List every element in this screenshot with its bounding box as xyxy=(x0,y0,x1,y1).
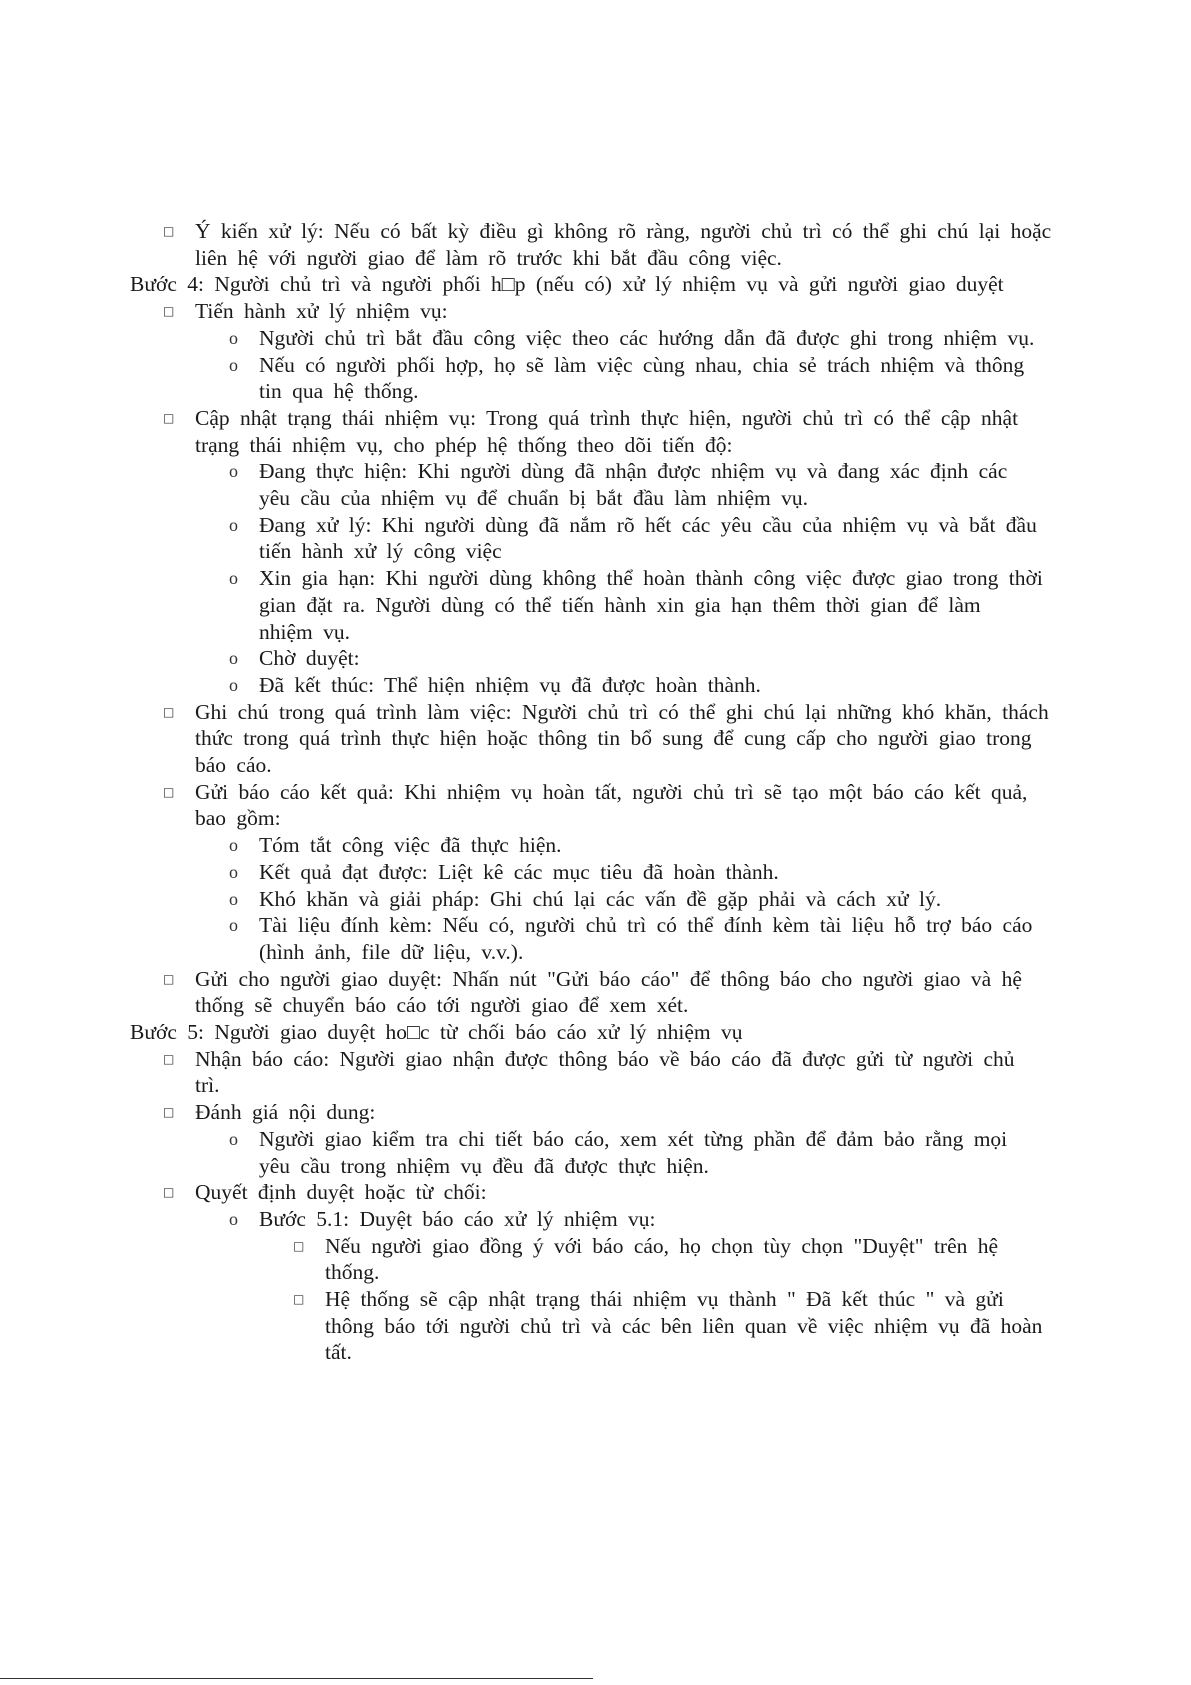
list-item-text: Tài liệu đính kèm: Nếu có, người chủ trì có thể đính kèm tài liệu hỗ trợ báo cáo xyxy=(259,913,1033,937)
bullet-circle-icon: o xyxy=(229,889,238,909)
bullet-square-icon: □ xyxy=(293,1292,305,1306)
list-item-text: Ý kiến xử lý: Nếu có bất kỳ điều gì không rõ ràng, người chủ trì có thể ghi chú lại hoặc xyxy=(195,219,1052,243)
bullet-circle-icon: o xyxy=(229,1209,238,1229)
bullet-square-icon: □ xyxy=(163,1105,175,1119)
list-item-text: Cập nhật trạng thái nhiệm vụ: Trong quá trình thực hiện, người chủ trì có thể cập nhật xyxy=(195,406,1019,430)
list-item-text: Kết quả đạt được: Liệt kê các mục tiêu đã hoàn thành. xyxy=(259,860,779,884)
paragraph-continuation: báo cáo. xyxy=(195,753,272,777)
paragraph-continuation: thức trong quá trình thực hiện hoặc thông tin bổ sung để cung cấp cho người giao trong xyxy=(195,726,1032,750)
bullet-circle-icon: o xyxy=(229,1129,238,1149)
bullet-circle-icon: o xyxy=(229,461,238,481)
bullet-circle-icon: o xyxy=(229,568,238,588)
list-item-text: Đánh giá nội dung: xyxy=(195,1100,376,1124)
paragraph-continuation: tin qua hệ thống. xyxy=(259,379,419,403)
bullet-circle-icon: o xyxy=(229,328,238,348)
bullet-square-icon: □ xyxy=(163,1185,175,1199)
list-item-text: Gửi báo cáo kết quả: Khi nhiệm vụ hoàn tất, người chủ trì sẽ tạo một báo cáo kết quả, xyxy=(195,780,1028,804)
bullet-circle-icon: o xyxy=(229,355,238,375)
list-item-text: Xin gia hạn: Khi người dùng không thể hoàn thành công việc được giao trong thời xyxy=(259,566,1043,590)
list-item-text: Đang xử lý: Khi người dùng đã nắm rõ hết các yêu cầu của nhiệm vụ và bắt đầu xyxy=(259,513,1037,537)
list-item-text: Tiến hành xử lý nhiệm vụ: xyxy=(195,299,448,323)
footnote-separator xyxy=(0,1678,593,1679)
list-item-text: Ghi chú trong quá trình làm việc: Người chủ trì có thể ghi chú lại những khó khăn, thách xyxy=(195,700,1049,724)
paragraph-continuation: tất. xyxy=(325,1340,352,1364)
paragraph-continuation: (hình ảnh, file dữ liệu, v.v.). xyxy=(259,940,524,964)
list-item-text: Nhận báo cáo: Người giao nhận được thông báo về báo cáo đã được gửi từ người chủ xyxy=(195,1047,1015,1071)
bullet-circle-icon: o xyxy=(229,862,238,882)
bullet-square-icon: □ xyxy=(163,785,175,799)
paragraph-continuation: trạng thái nhiệm vụ, cho phép hệ thống theo dõi tiến độ: xyxy=(195,433,733,457)
paragraph-continuation: trì. xyxy=(195,1073,220,1097)
bullet-circle-icon: o xyxy=(229,675,238,695)
list-item-text: Khó khăn và giải pháp: Ghi chú lại các vấn đề gặp phải và cách xử lý. xyxy=(259,887,942,911)
bullet-square-icon: □ xyxy=(163,411,175,425)
list-item-text: Đang thực hiện: Khi người dùng đã nhận được nhiệm vụ và đang xác định các xyxy=(259,459,1008,483)
list-item-text: Nếu người giao đồng ý với báo cáo, họ chọn tùy chọn "Duyệt" trên hệ xyxy=(325,1234,999,1258)
paragraph-continuation: tiến hành xử lý công việc xyxy=(259,539,502,563)
list-item-text: Chờ duyệt: xyxy=(259,646,360,670)
paragraph-continuation: gian đặt ra. Người dùng có thể tiến hành xin gia hạn thêm thời gian để làm xyxy=(259,593,981,617)
step-heading: Bước 5: Người giao duyệt ho□c từ chối báo cáo xử lý nhiệm vụ xyxy=(130,1020,743,1044)
bullet-circle-icon: o xyxy=(229,648,238,668)
bullet-square-icon: □ xyxy=(163,1052,175,1066)
bullet-square-icon: □ xyxy=(163,224,175,238)
list-item-text: Nếu có người phối hợp, họ sẽ làm việc cùng nhau, chia sẻ trách nhiệm và thông xyxy=(259,353,1025,377)
bullet-square-icon: □ xyxy=(293,1239,305,1253)
list-item-text: Đã kết thúc: Thể hiện nhiệm vụ đã được hoàn thành. xyxy=(259,673,761,697)
list-item-text: Bước 5.1: Duyệt báo cáo xử lý nhiệm vụ: xyxy=(259,1207,656,1231)
paragraph-continuation: yêu cầu của nhiệm vụ để chuẩn bị bắt đầu làm nhiệm vụ. xyxy=(259,486,808,510)
paragraph-continuation: yêu cầu trong nhiệm vụ đều đã được thực hiện. xyxy=(259,1154,709,1178)
bullet-square-icon: □ xyxy=(163,705,175,719)
list-item-text: Gửi cho người giao duyệt: Nhấn nút "Gửi báo cáo" để thông báo cho người giao và hệ xyxy=(195,967,1022,991)
bullet-square-icon: □ xyxy=(163,972,175,986)
bullet-circle-icon: o xyxy=(229,835,238,855)
list-item-text: Người chủ trì bắt đầu công việc theo các hướng dẫn đã được ghi trong nhiệm vụ. xyxy=(259,326,1035,350)
bullet-square-icon: □ xyxy=(163,304,175,318)
list-item-text: Người giao kiểm tra chi tiết báo cáo, xem xét từng phần để đảm bảo rằng mọi xyxy=(259,1127,1008,1151)
step-heading: Bước 4: Người chủ trì và người phối h□p (nếu có) xử lý nhiệm vụ và gửi người giao duyệt xyxy=(130,272,1004,296)
list-item-text: Quyết định duyệt hoặc từ chối: xyxy=(195,1180,487,1204)
list-item-text: Tóm tắt công việc đã thực hiện. xyxy=(259,833,562,857)
paragraph-continuation: thống. xyxy=(325,1260,380,1284)
paragraph-continuation: thống sẽ chuyển báo cáo tới người giao để xem xét. xyxy=(195,993,689,1017)
list-item-text: Hệ thống sẽ cập nhật trạng thái nhiệm vụ thành " Đã kết thúc " và gửi xyxy=(325,1287,1004,1311)
paragraph-continuation: thông báo tới người chủ trì và các bên liên quan về việc nhiệm vụ đã hoàn xyxy=(325,1314,1043,1338)
paragraph-continuation: nhiệm vụ. xyxy=(259,620,350,644)
paragraph-continuation: bao gồm: xyxy=(195,806,281,830)
paragraph-continuation: liên hệ với người giao để làm rõ trước khi bắt đầu công việc. xyxy=(195,246,782,270)
bullet-circle-icon: o xyxy=(229,915,238,935)
bullet-circle-icon: o xyxy=(229,515,238,535)
